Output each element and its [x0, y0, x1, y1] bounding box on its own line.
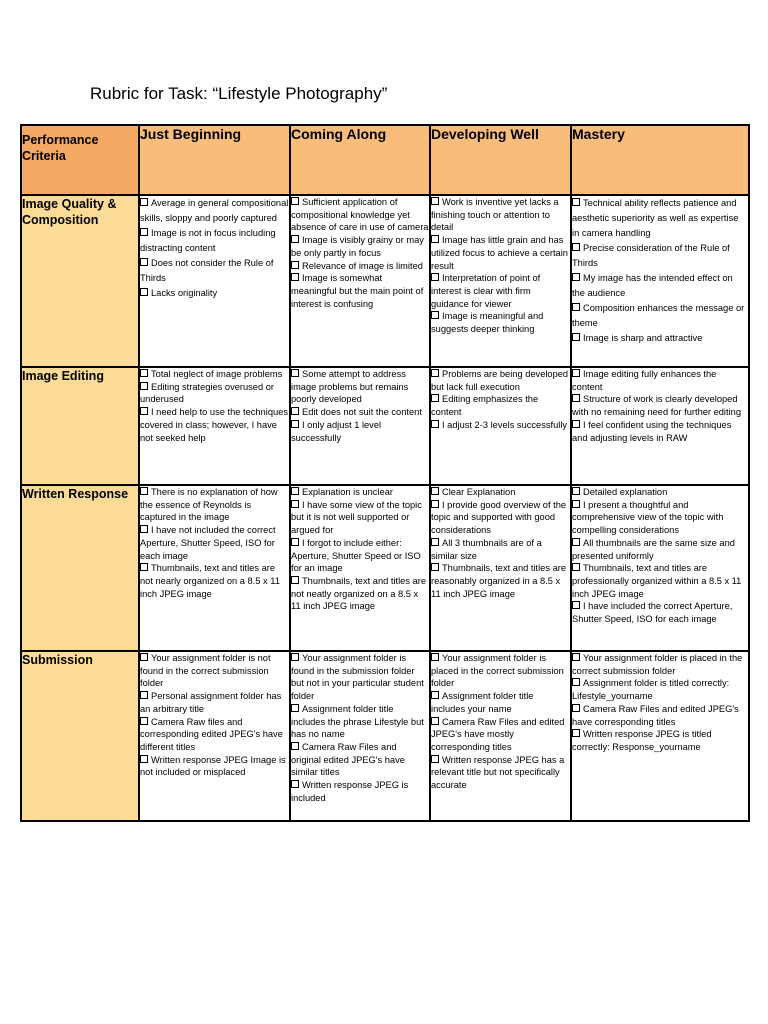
header-mastery: Mastery: [571, 125, 749, 195]
checkbox-icon: [291, 576, 299, 584]
checklist-item-text: Thumbnails, text and titles are not neatly organized on a 8.5 x 11 inch JPEG image: [291, 575, 427, 612]
checkbox-icon: [291, 538, 299, 546]
checklist-item: [572, 241, 748, 271]
checklist-item-text: Camera Raw Files and edited JPEG's have corresponding titles: [572, 703, 739, 727]
header-coming-along: Coming Along: [290, 125, 430, 195]
header-just-beginning: Just Beginning: [139, 125, 290, 195]
checklist-item-text: My image has the intended effect on the audience: [572, 273, 733, 298]
checklist-item: [431, 486, 570, 499]
checkbox-icon: [291, 197, 299, 205]
checklist-item-text: Assignment folder is titled correctly: Lifestyle_yourname: [572, 678, 730, 702]
checklist-item-text: I feel confident using the techniques and adjusting levels in RAW: [572, 419, 732, 443]
checkbox-icon: [572, 538, 580, 546]
header-performance-criteria: Performance Criteria: [21, 125, 139, 195]
checkbox-icon: [140, 228, 148, 236]
checkbox-icon: [431, 420, 439, 428]
checklist-item-text: Personal assignment folder has an arbitrary title: [140, 691, 282, 714]
checklist-item: [431, 196, 570, 234]
checklist-item: [431, 754, 570, 792]
checklist-item: [291, 575, 429, 613]
rubric-cell: [430, 485, 571, 651]
checkbox-icon: [572, 198, 580, 206]
checkbox-icon: [572, 487, 580, 495]
checkbox-icon: [431, 538, 439, 546]
criterion-label: Image Quality & Composition: [21, 195, 139, 367]
checklist-item: [572, 677, 748, 702]
checklist-item-text: Detailed explanation: [583, 487, 668, 497]
rubric-cell: [430, 651, 571, 821]
checkbox-icon: [572, 394, 580, 402]
checklist-item: [291, 260, 429, 273]
checklist-item-text: Precise consideration of the Rule of Thirds: [572, 243, 730, 268]
checklist-item-text: Your assignment folder is placed in the correct submission folder: [431, 653, 564, 689]
checklist-item: [431, 690, 570, 715]
checklist-item: [572, 419, 748, 444]
checkbox-icon: [291, 780, 299, 788]
checklist-item-text: Written response JPEG is included: [291, 780, 409, 803]
checkbox-icon: [140, 525, 148, 533]
checklist-item-text: Total neglect of image problems: [151, 369, 283, 379]
checklist-item-text: There is no explanation of how the essence of Reynolds is captured in the image: [140, 487, 278, 523]
checkbox-icon: [291, 273, 299, 281]
checklist-item: [572, 652, 748, 677]
checklist-item: [140, 286, 289, 301]
checkbox-icon: [140, 407, 148, 415]
rubric-cell: [571, 367, 749, 485]
header-developing-well: Developing Well: [430, 125, 571, 195]
checkbox-icon: [572, 243, 580, 251]
checklist-item: [431, 310, 570, 335]
checklist-item: [431, 368, 570, 393]
checklist-item: [291, 272, 429, 310]
checklist-item-text: Lacks originality: [151, 288, 218, 298]
checklist-item-text: Written response JPEG is titled correctly: Response_yourname: [572, 729, 712, 752]
checklist-item: [431, 562, 570, 600]
checkbox-icon: [572, 273, 580, 281]
checklist-item-text: Image is sharp and attractive: [583, 333, 703, 343]
checkbox-icon: [140, 198, 148, 206]
checklist-item-text: Editing emphasizes the content: [431, 394, 539, 418]
checkbox-icon: [140, 382, 148, 390]
checkbox-icon: [140, 288, 148, 296]
checklist-item: [140, 368, 289, 381]
checkbox-icon: [291, 487, 299, 495]
checklist-item: [431, 272, 570, 310]
checkbox-icon: [431, 235, 439, 243]
checkbox-icon: [291, 704, 299, 712]
checkbox-icon: [572, 500, 580, 508]
checklist-item-text: Written response JPEG Image is not included or misplaced: [140, 754, 286, 778]
checklist-item: [572, 196, 748, 241]
checklist-item-text: I present a thoughtful and comprehensive view of the topic with compelling considerations: [572, 499, 724, 536]
checklist-item: [431, 234, 570, 272]
checklist-item: [431, 393, 570, 418]
checklist-item-text: Composition enhances the message or theme: [572, 303, 745, 328]
criterion-label: Written Response: [21, 485, 139, 651]
checklist-item-text: Thumbnails, text and titles are not nearly organized on a 8.5 x 11 inch JPEG image: [140, 563, 280, 599]
checklist-item: [291, 703, 429, 741]
checklist-item-text: I have not included the correct Aperture, Shutter Speed, ISO for each image: [140, 525, 276, 561]
checklist-item-text: Thumbnails, text and titles are reasonably organized in a 8.5 x 11 inch JPEG image: [431, 563, 567, 599]
checklist-item: [431, 716, 570, 754]
rubric-cell: [139, 485, 290, 651]
checklist-item-text: I have some view of the topic but it is not well supported or argued for: [291, 499, 422, 536]
rubric-cell: [571, 195, 749, 367]
checklist-item: [572, 486, 748, 499]
checklist-item-text: Structure of work is clearly developed with no remaining need for further editing: [572, 394, 741, 418]
checklist-item: [572, 499, 748, 537]
checklist-item: [291, 779, 429, 804]
checklist-item: [140, 406, 289, 444]
checkbox-icon: [431, 717, 439, 725]
checklist-item-text: Sufficient application of compositional knowledge yet absence of care in use of camera: [291, 197, 429, 233]
checklist-item-text: Work is inventive yet lacks a finishing touch or attention to detail: [431, 197, 559, 233]
checklist-item: [291, 234, 429, 259]
checklist-item-text: Camera Raw Files and edited JPEG's have mostly corresponding titles: [431, 716, 565, 752]
checklist-item: [140, 562, 289, 600]
table-row: [21, 195, 749, 367]
rubric-cell: [290, 195, 430, 367]
checklist-item: [431, 537, 570, 562]
checklist-item: [291, 406, 429, 419]
rubric-cell: [571, 485, 749, 651]
checklist-item-text: Image editing fully enhances the content: [572, 369, 717, 392]
checklist-item-text: Image is visibly grainy or may be only partly in focus: [291, 235, 424, 258]
checkbox-icon: [572, 704, 580, 712]
table-row: [21, 651, 749, 821]
checkbox-icon: [572, 729, 580, 737]
checkbox-icon: [572, 563, 580, 571]
checkbox-icon: [140, 717, 148, 725]
checklist-item-text: Camera Raw Files and original edited JPEG's have similar titles: [291, 741, 405, 778]
checklist-item: [140, 754, 289, 779]
checklist-item-text: Average in general compositional skills, sloppy and poorly captured: [140, 198, 289, 223]
checklist-item: [431, 652, 570, 690]
checklist-item: [572, 703, 748, 728]
checkbox-icon: [140, 691, 148, 699]
checklist-item: [572, 393, 748, 418]
checklist-item: [140, 256, 289, 286]
checklist-item-text: Your assignment folder is placed in the correct submission folder: [572, 653, 743, 676]
checklist-item-text: Image is not in focus including distracting content: [140, 228, 276, 253]
checkbox-icon: [140, 258, 148, 266]
checklist-item: [572, 728, 748, 753]
checklist-item: [572, 368, 748, 393]
checklist-item-text: Explanation is unclear: [302, 487, 393, 497]
checklist-item: [291, 537, 429, 575]
checklist-item-text: Assignment folder title includes your name: [431, 691, 534, 714]
checklist-item-text: Relevance of image is limited: [302, 260, 423, 271]
checklist-item: [291, 652, 429, 703]
checkbox-icon: [431, 653, 439, 661]
checkbox-icon: [431, 197, 439, 205]
rubric-cell: [290, 651, 430, 821]
checklist-item: [140, 690, 289, 715]
page-title: Rubric for Task: “Lifestyle Photography”: [90, 84, 388, 103]
checklist-item: [140, 196, 289, 226]
checklist-item: [431, 499, 570, 537]
checklist-item: [291, 486, 429, 499]
checklist-item: [572, 331, 748, 346]
rubric-cell: [430, 367, 571, 485]
header-row: [21, 125, 749, 195]
checklist-item-text: I only adjust 1 level successfully: [291, 419, 382, 443]
checkbox-icon: [140, 369, 148, 377]
checklist-item-text: Clear Explanation: [442, 487, 516, 497]
rubric-cell: [290, 485, 430, 651]
checkbox-icon: [291, 500, 299, 508]
checkbox-icon: [431, 273, 439, 281]
checkbox-icon: [431, 691, 439, 699]
checkbox-icon: [572, 601, 580, 609]
checkbox-icon: [291, 653, 299, 661]
checklist-item: [291, 368, 429, 406]
checklist-item-text: Your assignment folder is not found in the correct submission folder: [140, 653, 271, 689]
checkbox-icon: [431, 755, 439, 763]
checkbox-icon: [431, 500, 439, 508]
checklist-item: [572, 600, 748, 625]
checklist-item-text: I forgot to include either: Aperture, Shutter Speed or ISO for an image: [291, 537, 421, 574]
checklist-item-text: All 3 thumbnails are of a similar size: [431, 537, 542, 561]
checkbox-icon: [291, 235, 299, 243]
checklist-item: [291, 499, 429, 537]
checkbox-icon: [291, 261, 299, 269]
checkbox-icon: [572, 420, 580, 428]
checkbox-icon: [572, 369, 580, 377]
criterion-label: Image Editing: [21, 367, 139, 485]
checkbox-icon: [572, 303, 580, 311]
checkbox-icon: [572, 653, 580, 661]
checklist-item-text: Image is somewhat meaningful but the main point of interest is confusing: [291, 273, 424, 309]
checklist-item-text: Camera Raw files and corresponding edited JPEG's have different titles: [140, 716, 283, 752]
checkbox-icon: [572, 333, 580, 341]
checkbox-icon: [291, 369, 299, 377]
checklist-item-text: I need help to use the techniques covered in class; however, I have not seeked help: [140, 407, 288, 443]
checklist-item-text: Some attempt to address image problems but remains poorly developed: [291, 369, 409, 405]
checkbox-icon: [431, 369, 439, 377]
rubric-cell: [430, 195, 571, 367]
table-row: [21, 485, 749, 651]
table-row: [21, 367, 749, 485]
checklist-item-text: Technical ability reflects patience and aesthetic superiority as well as expertise in camera handling: [572, 198, 739, 238]
checklist-item-text: Written response JPEG has a relevant title but not specifically accurate: [431, 754, 565, 791]
checklist-item: [572, 271, 748, 301]
checkbox-icon: [140, 755, 148, 763]
checklist-item: [291, 196, 429, 234]
checkbox-icon: [572, 678, 580, 686]
checkbox-icon: [431, 563, 439, 571]
checklist-item-text: I provide good overview of the topic and supported with good considerations: [431, 499, 567, 536]
rubric-table: [20, 124, 750, 822]
checkbox-icon: [431, 311, 439, 319]
checklist-item: [431, 419, 570, 432]
rubric-cell: [139, 195, 290, 367]
checklist-item: [572, 301, 748, 331]
criterion-label: Submission: [21, 651, 139, 821]
checklist-item: [572, 562, 748, 600]
checklist-item-text: All thumbnails are the same size and presented uniformly: [572, 537, 735, 561]
checkbox-icon: [140, 487, 148, 495]
checklist-item-text: Assignment folder title includes the phrase Lifestyle but has no name: [291, 703, 424, 740]
checklist-item: [140, 716, 289, 754]
checklist-item-text: I have included the correct Aperture, Shutter Speed, ISO for each image: [572, 601, 733, 625]
checkbox-icon: [291, 742, 299, 750]
checklist-item-text: Your assignment folder is found in the submission folder but not in your particular student folder: [291, 653, 424, 702]
checklist-item: [140, 524, 289, 562]
checklist-item: [572, 537, 748, 562]
rubric-cell: [139, 367, 290, 485]
checkbox-icon: [431, 487, 439, 495]
checkbox-icon: [291, 420, 299, 428]
checklist-item-text: Problems are being developed but lack full execution: [431, 369, 569, 392]
checklist-item: [140, 226, 289, 256]
checklist-item-text: Thumbnails, text and titles are professionally organized within a 8.5 x 11 inch JPEG image: [572, 563, 742, 599]
checklist-item: [140, 486, 289, 524]
checkbox-icon: [140, 563, 148, 571]
checklist-item-text: Image has little grain and has utilized focus to achieve a certain result: [431, 235, 568, 271]
checklist-item-text: Editing strategies overused or underused: [140, 381, 274, 405]
checklist-item-text: Edit does not suit the content: [302, 407, 422, 418]
checklist-item-text: Interpretation of point of interest is clear with firm guidance for viewer: [431, 273, 541, 309]
checkbox-icon: [291, 407, 299, 415]
checklist-item: [291, 741, 429, 779]
rubric-cell: [290, 367, 430, 485]
checklist-item: [291, 419, 429, 444]
checklist-item-text: Does not consider the Rule of Thirds: [140, 258, 274, 283]
checklist-item-text: I adjust 2-3 levels successfully: [442, 419, 568, 430]
checkbox-icon: [431, 394, 439, 402]
checklist-item: [140, 381, 289, 406]
checklist-item-text: Image is meaningful and suggests deeper thinking: [431, 311, 544, 335]
checkbox-icon: [140, 653, 148, 661]
checklist-item: [140, 652, 289, 690]
rubric-cell: [139, 651, 290, 821]
rubric-cell: [571, 651, 749, 821]
